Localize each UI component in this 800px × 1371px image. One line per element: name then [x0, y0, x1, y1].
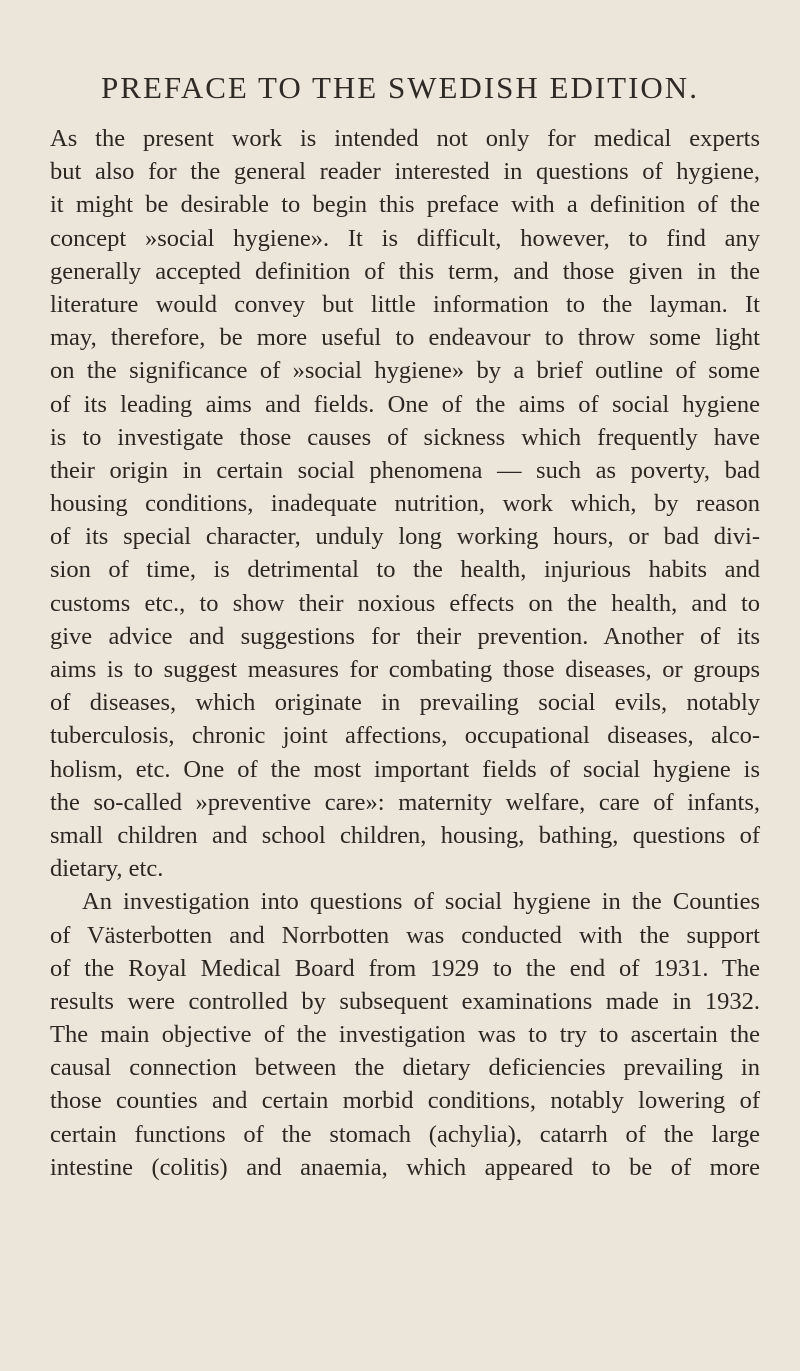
text-line: holism, etc. One of the most important fields of social hygiene is: [50, 755, 760, 783]
text-line: generally accepted definition of this term, and those given in the: [50, 257, 760, 285]
text-line: causal connection between the dietary deficiencies prevailing in: [50, 1054, 760, 1082]
text-line: intestine (colitis) and anaemia, which appeared to be of more: [50, 1153, 760, 1181]
text-line: certain functions of the stomach (achylia), catarrh of the large: [50, 1120, 760, 1148]
text-line: their origin in certain social phenomena — such as poverty, bad: [50, 456, 760, 484]
text-line: of its special character, unduly long working hours, or bad divi-: [50, 523, 760, 551]
text-line: may, therefore, be more useful to endeavour to throw some light: [50, 324, 760, 352]
text-line: concept »social hygiene». It is difficult, however, to find any: [50, 224, 760, 252]
text-line: give advice and suggestions for their prevention. Another of its: [50, 622, 760, 650]
text-line: those counties and certain morbid conditions, notably lowering of: [50, 1087, 760, 1115]
text-line: dietary, etc.: [50, 855, 164, 883]
preface-body: [50, 122, 760, 1184]
text-line: aims is to suggest measures for combating those diseases, or groups: [50, 656, 760, 683]
text-line: of the Royal Medical Board from 1929 to the end of 1931. The: [50, 954, 760, 982]
text-line: customs etc., to show their noxious effects on the health, and to: [50, 589, 760, 617]
text-line: literature would convey but little information to the layman. It: [50, 290, 760, 318]
text-line: sion of time, is detrimental to the health, injurious habits and: [50, 556, 760, 584]
text-line: small children and school children, housing, bathing, questions of: [50, 821, 760, 849]
text-line: of diseases, which originate in prevailing social evils, notably: [50, 689, 760, 717]
text-line: tuberculosis, chronic joint affections, occupational diseases, alco-: [50, 722, 760, 750]
text-line: on the significance of »social hygiene» by a brief outline of some: [50, 357, 760, 385]
text-line: is to investigate those causes of sickness which frequently have: [50, 423, 760, 451]
page-title: PREFACE TO THE SWEDISH EDITION.: [101, 70, 699, 105]
text-line: of Västerbotten and Norrbotten was conducted with the support: [50, 921, 760, 949]
text-line: but also for the general reader interested in questions of hygiene,: [50, 158, 760, 186]
text-line: of its leading aims and fields. One of the aims of social hygiene: [50, 390, 760, 418]
text-line: As the present work is intended not only for medical experts: [50, 125, 760, 152]
text-line: An investigation into questions of social hygiene in the Counties: [82, 888, 760, 916]
text-line: it might be desirable to begin this preface with a definition of the: [50, 191, 760, 219]
text-line: The main objective of the investigation was to try to ascertain the: [50, 1021, 760, 1049]
text-line: housing conditions, inadequate nutrition, work which, by reason: [50, 490, 760, 518]
text-line: results were controlled by subsequent examinations made in 1932.: [50, 987, 760, 1015]
text-line: the so-called »preventive care»: maternity welfare, care of infants,: [50, 788, 760, 816]
